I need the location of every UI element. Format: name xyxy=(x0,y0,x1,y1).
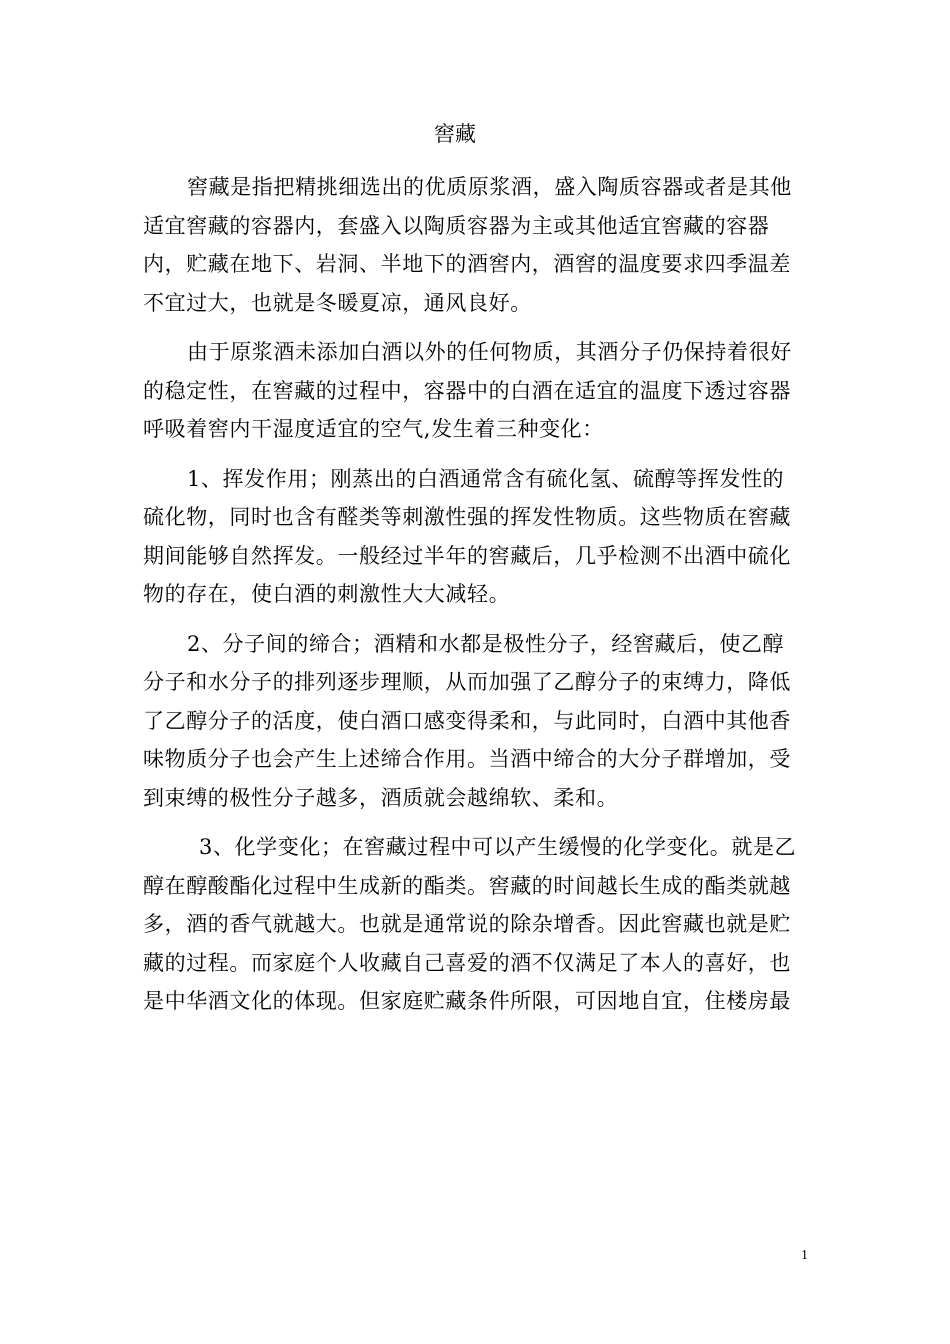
paragraph-line: 适宜窖藏的容器内，套盛入以陶质容器为主或其他适宜窖藏的容器 xyxy=(143,213,770,238)
paragraph-line: 1、挥发作用；刚蒸出的白酒通常含有硫化氢、硫醇等挥发性的 xyxy=(187,466,785,491)
page-number: 1 xyxy=(801,1248,808,1263)
paragraph-line: 2、分子间的缔合；酒精和水都是极性分子，经窖藏后，使乙醇 xyxy=(187,631,785,656)
paragraph-intro xyxy=(143,168,807,322)
paragraph-line: 到束缚的极性分子越多，酒质就会越绵软、柔和。 xyxy=(143,785,619,810)
paragraph-line: 醇在醇酸酯化过程中生成新的酯类。窖藏的时间越长生成的酯类就越 xyxy=(143,873,791,898)
paragraph-line: 窖藏是指把精挑细选出的优质原浆酒，盛入陶质容器或者是其他 xyxy=(187,175,792,199)
paragraph-line: 味物质分子也会产生上述缔合作用。当酒中缔合的大分子群增加，受 xyxy=(143,747,791,771)
paragraph-line: 了乙醇分子的活度，使白酒口感变得柔和，与此同时，白酒中其他香 xyxy=(143,708,791,733)
paragraph-association xyxy=(143,625,807,818)
paragraph-line: 不宜过大，也就是冬暖夏凉，通风良好。 xyxy=(143,290,532,315)
paragraph-line: 硫化物，同时也含有醛类等刺激性强的挥发性物质。这些物质在窖藏 xyxy=(143,505,791,529)
paragraph-line: 是中华酒文化的体现。但家庭贮藏条件所限，可因地自宜，住楼房最 xyxy=(143,989,791,1013)
paragraph-line: 呼吸着窖内干湿度适宜的空气,发生着三种变化： xyxy=(143,417,604,441)
paragraph-line: 内，贮藏在地下、岩洞、半地下的酒窖内，酒窖的温度要求四季温差 xyxy=(143,252,791,276)
document-title: 窖藏 xyxy=(434,122,476,146)
paragraph-line: 的稳定性，在窖藏的过程中，容器中的白酒在适宜的温度下透过容器 xyxy=(143,378,791,403)
paragraph-line: 藏的过程。而家庭个人收藏自己喜爱的酒不仅满足了本人的喜好，也 xyxy=(143,950,791,975)
paragraph-line: 多，酒的香气就越大。也就是通常说的除杂增香。因此窖藏也就是贮 xyxy=(143,912,791,936)
paragraph-stability xyxy=(143,333,807,449)
document-body xyxy=(143,168,807,1021)
paragraph-line: 分子和水分子的排列逐步理顺，从而加强了乙醇分子的束缚力，降低 xyxy=(143,670,791,694)
paragraph-line: 由于原浆酒未添加白酒以外的任何物质，其酒分子仍保持着很好 xyxy=(187,340,792,364)
paragraph-volatilization xyxy=(143,460,807,614)
paragraph-line: 3、化学变化；在窖藏过程中可以产生缓慢的化学变化。就是乙 xyxy=(199,835,797,859)
paragraph-chemical-change xyxy=(143,828,807,1021)
paragraph-line: 期间能够自然挥发。一般经过半年的窖藏后，几乎检测不出酒中硫化 xyxy=(143,543,791,568)
paragraph-line: 物的存在，使白酒的刺激性大大减轻。 xyxy=(143,582,511,606)
